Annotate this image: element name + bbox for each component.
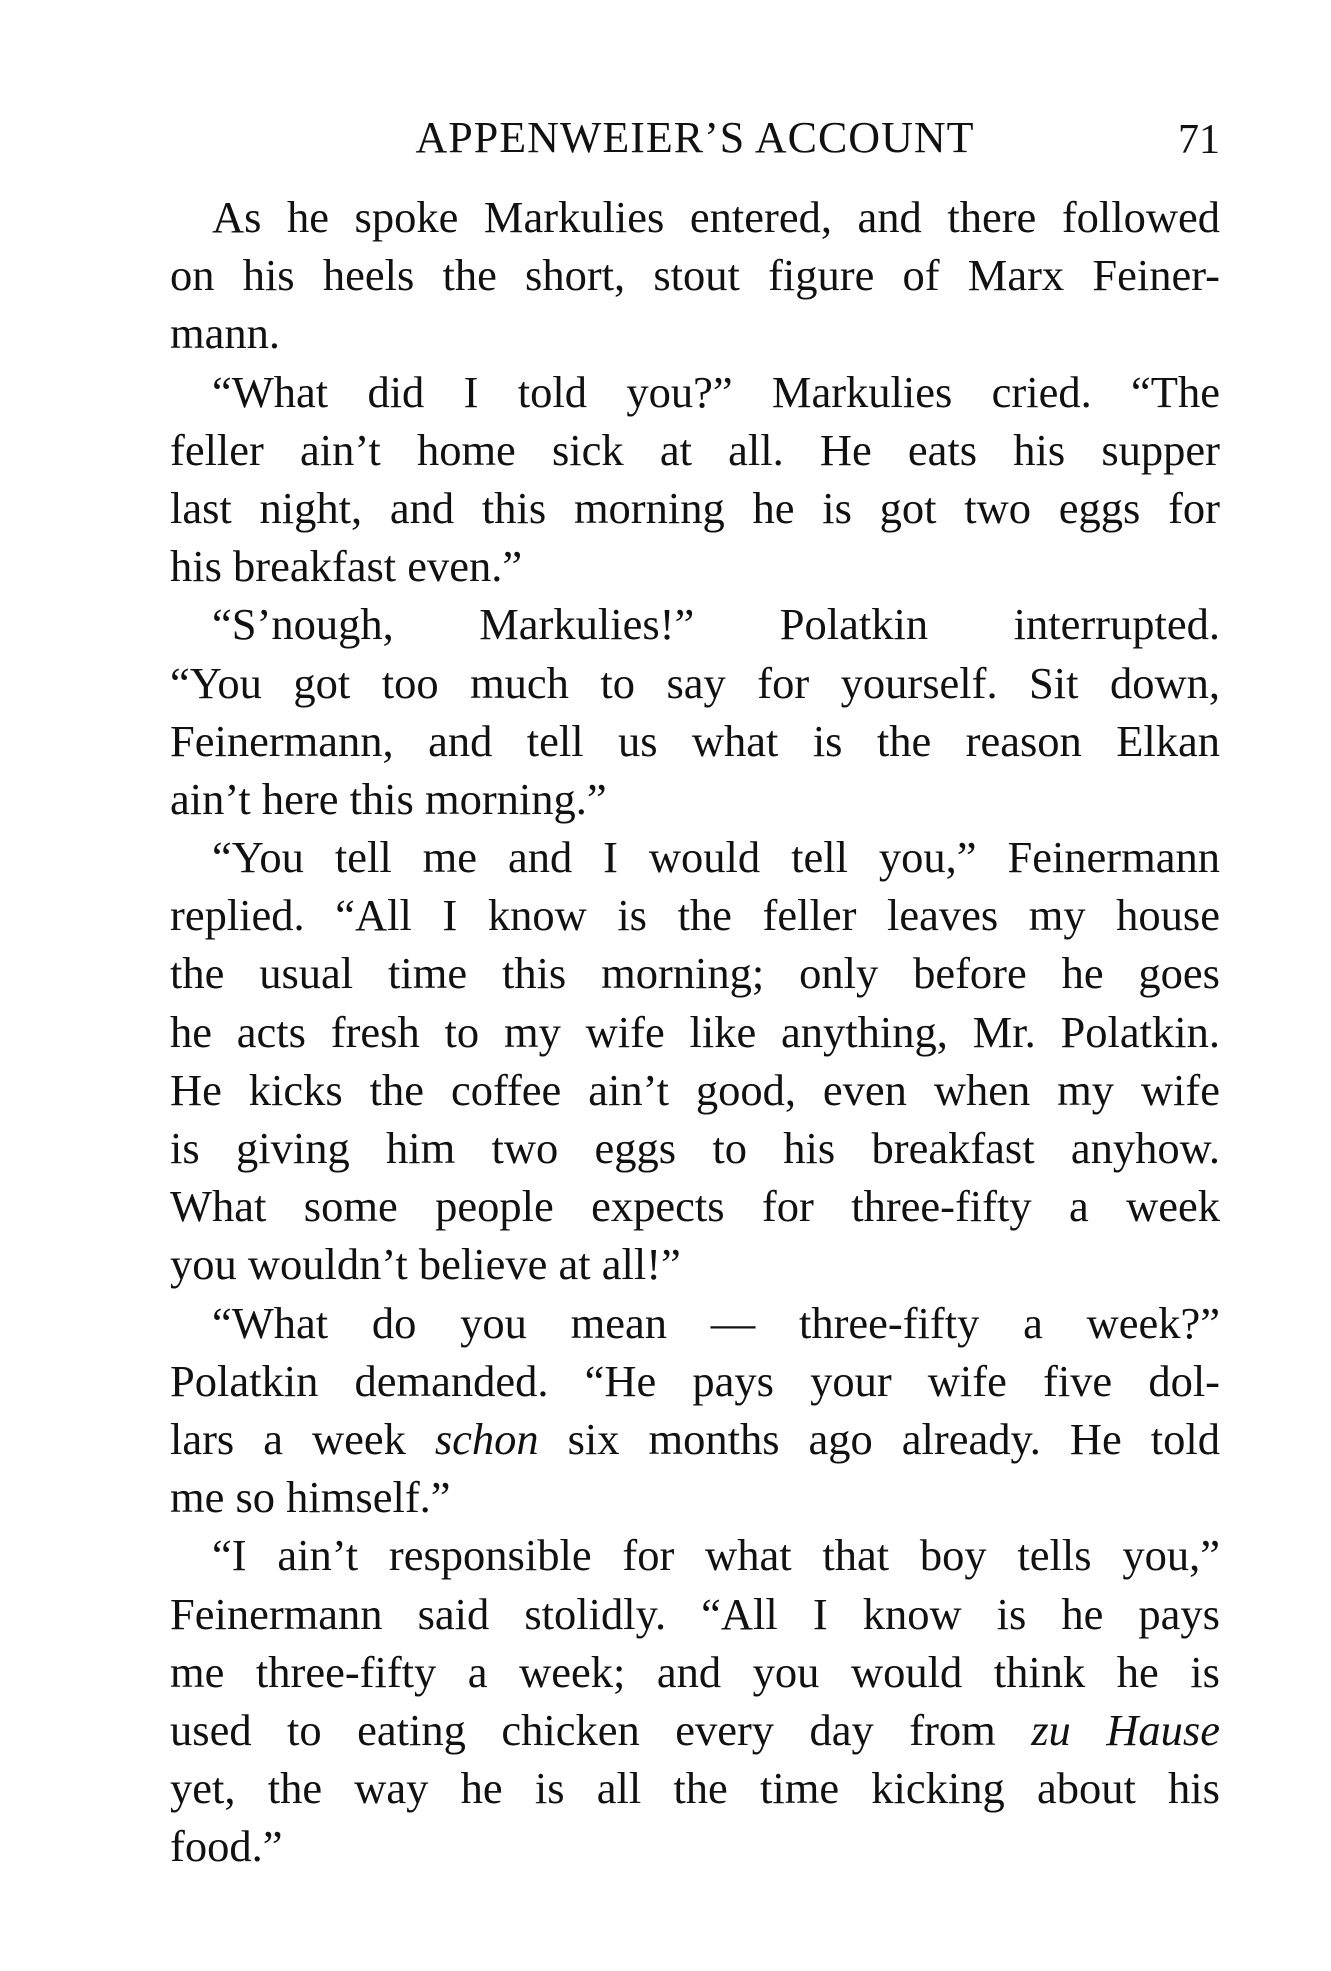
- text-line: yet, the way he is all the time kicking about his: [170, 1763, 1220, 1814]
- text-line: “What do you mean — three-fifty a week?”: [212, 1297, 1220, 1348]
- text-segment: used to eating chicken every day from: [170, 1704, 1032, 1755]
- text-line: [170, 1701, 1220, 1759]
- text-line: He kicks the coffee ain’t good, even when my wife: [170, 1064, 1220, 1115]
- text-line: mann.: [170, 308, 280, 359]
- page-header: [170, 112, 1220, 172]
- running-head: APPENWEIER’S ACCOUNT: [415, 113, 975, 162]
- text-line: “What did I told you?” Markulies cried. “The: [212, 366, 1220, 417]
- text-line: “You tell me and I would tell you,” Feinermann: [212, 832, 1220, 883]
- text-line: [170, 1410, 1220, 1468]
- text-segment: six months ago already. He told: [538, 1413, 1220, 1464]
- text-line: me three-fifty a week; and you would think he is: [170, 1646, 1220, 1697]
- italic-phrase: schon: [434, 1413, 539, 1464]
- text-line: “I ain’t responsible for what that boy tells you,”: [212, 1530, 1220, 1581]
- text-line: food.”: [170, 1821, 283, 1872]
- text-line: on his heels the short, stout figure of Marx Feiner-: [170, 250, 1220, 301]
- text-line: Polatkin demanded. “He pays your wife five dol-: [170, 1355, 1220, 1406]
- text-line: the usual time this morning; only before he goes: [170, 948, 1220, 999]
- text-line: is giving him two eggs to his breakfast anyhow.: [170, 1123, 1220, 1173]
- page-number: 71: [1178, 117, 1220, 163]
- text-line: Feinermann said stolidly. “All I know is he pays: [170, 1588, 1220, 1639]
- text-line: you wouldn’t believe at all!”: [170, 1239, 681, 1290]
- text-line: replied. “All I know is the feller leaves my house: [170, 890, 1220, 941]
- text-line: feller ain’t home sick at all. He eats his supper: [170, 424, 1220, 475]
- text-line: Feinermann, and tell us what is the reason Elkan: [170, 715, 1220, 766]
- text-line: last night, and this morning he is got two eggs for: [170, 482, 1220, 533]
- text-line: “You got too much to say for yourself. Sit down,: [170, 657, 1220, 708]
- text-line: ain’t here this morning.”: [170, 773, 607, 824]
- text-line: “S’nough, Markulies!” Polatkin interrupted.: [212, 599, 1220, 650]
- body-text: [170, 188, 1220, 1875]
- text-segment: lars a week: [170, 1413, 435, 1464]
- text-line: me so himself.”: [170, 1472, 451, 1523]
- text-line: he acts fresh to my wife like anything, Mr. Polatkin.: [170, 1006, 1220, 1057]
- text-line: his breakfast even.”: [170, 541, 523, 592]
- text-line: As he spoke Markulies entered, and there followed: [212, 192, 1220, 242]
- italic-phrase: zu Hause: [1031, 1704, 1220, 1755]
- text-line: What some people expects for three-fifty a week: [170, 1181, 1220, 1232]
